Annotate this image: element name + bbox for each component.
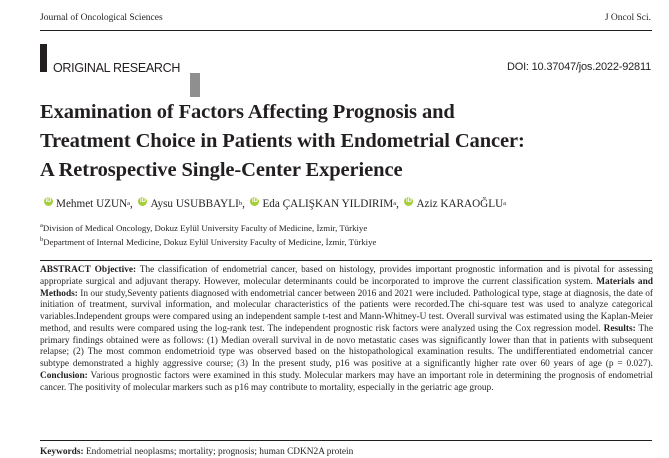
orcid-icon[interactable]: iD	[405, 198, 412, 204]
author-separator: ,	[396, 197, 399, 210]
keywords-text: Endometrial neoplasms; mortality; prognosis; human CDKN2A protein	[85, 447, 354, 457]
affiliation-text: Department of Internal Medicine, Dokuz Eylül University Faculty of Medicine, İzmir, Türkiye	[43, 237, 377, 247]
abstract-body	[40, 265, 653, 394]
conclusion-label: Conclusion:	[40, 370, 88, 381]
author-separator: ,	[242, 197, 245, 210]
affiliation-key: a	[40, 222, 43, 230]
conclusion-text: Various prognostic factors were examined in this study. Molecular markers may have an important role in determining the prognosis of endometrial cancer. The positivity of molecular markers such as p16 may contribute to mortality, especially in the geriatric age group.	[40, 370, 653, 393]
affiliation-a	[40, 223, 367, 233]
methods-label: Materials and Methods:	[40, 276, 653, 299]
author-list	[44, 195, 506, 210]
orcid-icon[interactable]: iD	[251, 198, 258, 204]
results-text: The primary findings obtained were as follows: (1) Median overall survival in de novo metastatic cases was significantly lower than that in patients with subsequent relapse; (2) The most common endometrioid type was observed based on the histopathological examination results. The undifferentiated endometrial cancer subtype demonstrated a highly aggressive course; (3) In the present study, p16 was positive at a significantly higher rate over 60 years of age (p = 0.027).	[40, 323, 653, 369]
keywords-line	[40, 447, 353, 457]
header-divider	[40, 30, 652, 31]
author-name: Eda ÇALIŞKAN YILDIRIM	[262, 197, 394, 210]
affiliation-key: b	[40, 236, 44, 244]
title-line: Treatment Choice in Patients with Endometrial Cancer:	[40, 130, 525, 152]
article-type-label: ORIGINAL RESEARCH	[53, 61, 181, 75]
objective-text: The classification of endometrial cancer, based on histology, provides important prognostic information and is pivotal for assessing appropriate surgical and adjuvant therapy. However, molecular determinants could be incorporated to improve the current classification system.	[40, 265, 653, 287]
author-entry[interactable]: iD Eda ÇALIŞKAN YILDIRIM a ,	[251, 197, 399, 210]
doi-label[interactable]: DOI: 10.37047/jos.2022-92811	[506, 61, 651, 73]
author-entry[interactable]: iD Aysu USUBBAYLI b ,	[139, 197, 245, 210]
title-line: Examination of Factors Affecting Prognosis and	[40, 101, 455, 123]
article-title	[40, 98, 660, 185]
author-separator: ,	[130, 197, 133, 210]
title-line: A Retrospective Single-Center Experience	[40, 159, 403, 181]
author-name: Aziz KARAOĞLU	[416, 197, 504, 210]
abstract-top-divider	[40, 260, 652, 261]
journal-name: Journal of Oncological Sciences	[40, 13, 163, 23]
decorative-grey-block	[190, 73, 200, 97]
section-marker	[40, 44, 47, 72]
author-entry[interactable]: iD Mehmet UZUN a ,	[45, 197, 133, 210]
author-name: Aysu USUBBAYLI	[150, 197, 239, 210]
orcid-icon[interactable]: iD	[45, 198, 52, 204]
methods-text: In our study,Seventy patients diagnosed with endometrial cancer between 2016 and 2021 were included. Pathological type, stage at diagnosis, the date of initiation of treatment, survival information, and molecular characteristics of the patients were recorded.The chi-square test was used to analyze categorical variables.Independent groups were compared using an independent sample t-test and Mann-Whitney-U test. Overall survival was estimated using the Kaplan-Meier method, and results were compared using the log-rank test. The independent prognostic risk factors were analyzed using the Cox regression model.	[40, 288, 653, 334]
orcid-icon[interactable]: iD	[139, 198, 146, 204]
abstract-label: ABSTRACT	[40, 265, 91, 275]
author-entry[interactable]: iD Aziz KARAOĞLU a	[405, 197, 507, 210]
results-label: Results:	[603, 323, 636, 334]
author-name: Mehmet UZUN	[56, 197, 128, 210]
keywords-label: Keywords:	[40, 447, 84, 457]
objective-label: Objective:	[94, 265, 137, 275]
journal-abbreviation: J Oncol Sci.	[604, 13, 651, 23]
abstract-bottom-divider	[40, 440, 652, 441]
affiliation-b	[40, 237, 376, 247]
affiliation-text: Division of Medical Oncology, Dokuz Eylül University Faculty of Medicine, İzmir, Türkiye	[42, 223, 368, 233]
